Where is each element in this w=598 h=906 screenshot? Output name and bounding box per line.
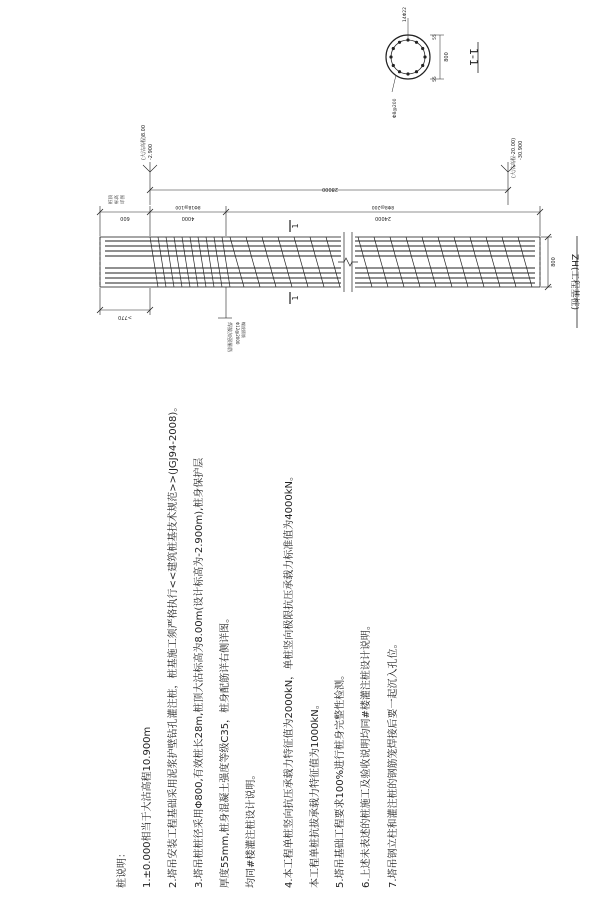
pile-notes bbox=[115, 402, 399, 888]
spiral-stirrups-dense bbox=[150, 237, 230, 287]
section-stirrup-label: Φ8@200 bbox=[393, 98, 398, 118]
note-item-4-cont: 本工程单桩抗拔承载力特征值为1000kN。 bbox=[310, 699, 321, 888]
dim-pile-width: 800 bbox=[551, 257, 557, 267]
stirrup-note-1: 焊接加强箍筋 bbox=[226, 322, 232, 353]
stirrup-note-3: 螺旋箍筋 bbox=[241, 322, 246, 338]
section-cut-mark bbox=[290, 220, 300, 304]
dim-total: 28000 bbox=[322, 186, 338, 192]
top-elevation-label: (大沽高程)8.00 bbox=[141, 124, 147, 160]
pile-name-label: ZH(工程基桩) bbox=[569, 254, 579, 310]
note-item-6: 6.上述未表述的桩施工及验收说明均同#楼灌注桩设计说明。 bbox=[361, 620, 372, 888]
stirrup-note-2: Φ12@2000 bbox=[235, 322, 240, 345]
rebar-sparse-label: 8Φ8@200 bbox=[371, 204, 395, 209]
section-rebars bbox=[389, 38, 426, 75]
section-cover-bottom: 55 bbox=[433, 76, 438, 82]
note-item-5: 5.塔吊基础工程要求100%进行桩身完整性检测。 bbox=[335, 669, 346, 888]
top-elevation-value: -2.900 bbox=[148, 143, 154, 160]
dim-top-extend: >770 bbox=[118, 314, 132, 320]
dim-seg-24000: 24000 bbox=[375, 215, 391, 221]
spiral-stirrups-sparse bbox=[230, 237, 532, 287]
dim-seg-600: 600 bbox=[120, 215, 130, 221]
section-rebar-label: 14Φ22 bbox=[403, 7, 408, 22]
note-item-1: 1.±0.000相当于大沽高程10.900m bbox=[142, 726, 153, 888]
longitudinal-rebars bbox=[105, 241, 535, 283]
note-item-2: 2.塔吊安装工程基础采用泥浆护壁钻孔灌注桩，桩基施工须严格执行<<建筑桩基技术规范>>(JGJ94-2008)。 bbox=[168, 401, 179, 888]
section-cut-top-label: 1 bbox=[291, 223, 300, 229]
note-item-7: 7.塔吊钢立柱和灌注桩的钢筋笼焊接后要一起沉入孔位。 bbox=[388, 638, 399, 888]
notes-title: 桩说明： bbox=[117, 848, 128, 888]
section-1-1 bbox=[386, 7, 480, 118]
note-item-4: 4.本工程单桩竖向抗压承载力特征值为2000kN，单桩竖向极限抗压承载力标准值为4000kN。 bbox=[284, 471, 295, 888]
pile-body bbox=[100, 237, 540, 287]
section-diameter-label: 800 bbox=[444, 52, 450, 62]
section-title: 1-1 bbox=[467, 48, 480, 66]
pile-top-code-3: 详图 bbox=[121, 195, 126, 204]
tip-elevation-label: (大沽高程-20.00) bbox=[511, 137, 517, 178]
section-cut-bottom-label: 1 bbox=[291, 295, 300, 301]
section-cover-top: 55 bbox=[433, 34, 438, 40]
note-item-3-cont: 厚度55mm,桩身混凝土强度等级C35，桩身配筋详右侧详图。 bbox=[220, 612, 231, 888]
rebar-dense-label: 8Φ18@100 bbox=[175, 204, 201, 209]
pile-elevation bbox=[97, 125, 581, 352]
note-item-3-cont2: 均同#楼灌注桩设计说明。 bbox=[246, 769, 257, 888]
dim-seg-4000: 4000 bbox=[181, 215, 195, 221]
pile-top-code: 桩顶 bbox=[109, 195, 114, 204]
pile-top-code-2: 标高 bbox=[115, 195, 120, 204]
note-item-3: 3.塔吊桩桩径采用Φ800,有效桩长28m,桩顶大沽标高为8.00m(设计标高为-2.900m),桩身保护层 bbox=[194, 457, 205, 888]
tip-elevation-value: -30.900 bbox=[518, 140, 524, 160]
break-mark bbox=[338, 232, 358, 292]
